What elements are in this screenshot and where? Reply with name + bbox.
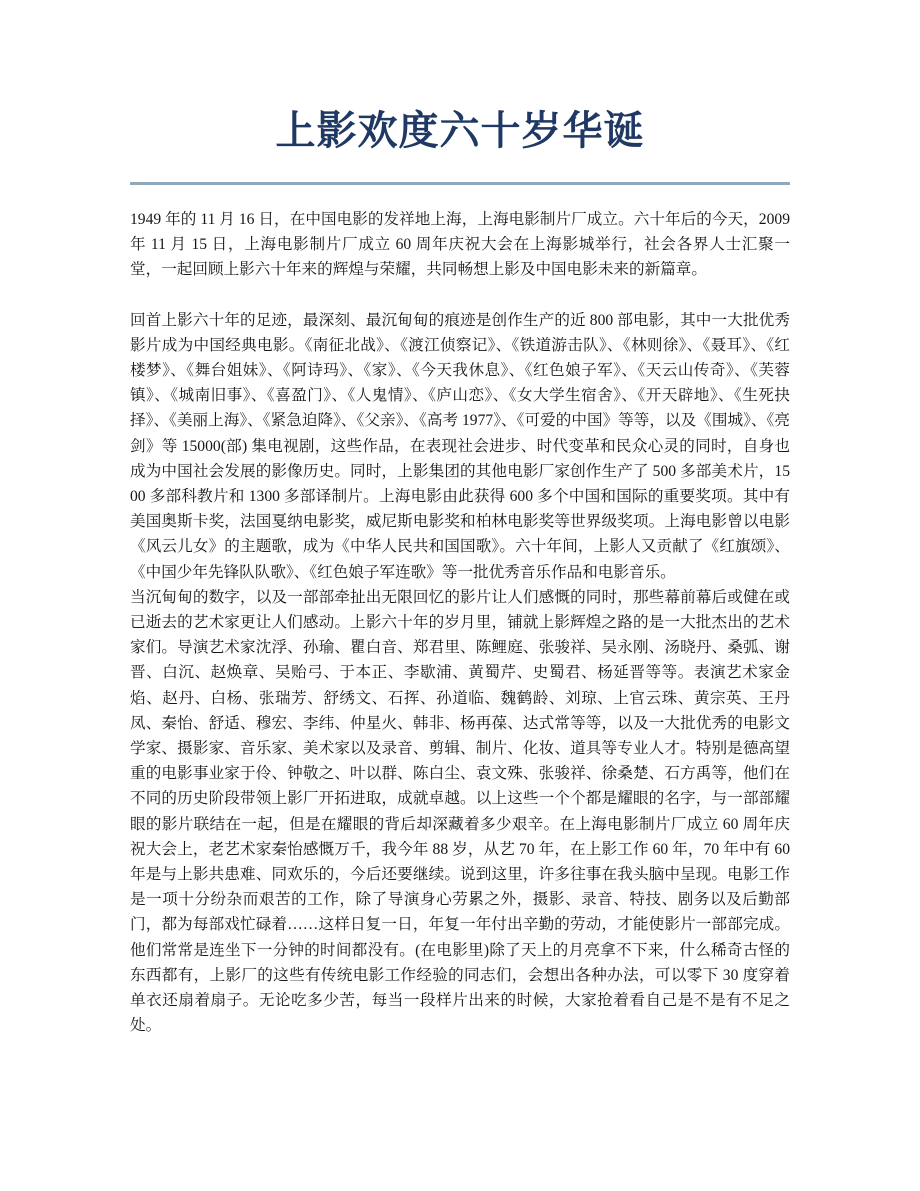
paragraph-films-and-awards: 回首上影六十年的足迹，最深刻、最沉甸甸的痕迹是创作生产的近 800 部电影，其中一大批优秀影片成为中国经典电影。《南征北战》、《渡江侦察记》、《铁道游击队》、《林则徐》、《聂耳》、《红楼梦》、《舞台姐妹》、《阿诗玛》、《家》、《今天我休息》、《红色娘子军》、《天云山传奇》、《芙蓉镇》、《城南旧事》、《喜盈门》、《人鬼情》、《庐山恋》、《女大学生宿舍》、《开天辟地》、《生死抉择》、《美丽上海》、《紧急迫降》、《父亲》、《高考 1977》、《可爱的中国》等等，以及《围城》、《亮剑》等 15000(部) 集电视剧，这些作品，在表现社会进步、时代变革和民众心灵的同时，自身也成为中国社会发展的影像历史。同时，上影集团的其他电影厂家创作生产了 500 多部美术片，1500 多部科教片和 1300 多部译制片。上海电影由此获得 600 多个中国和国际的重要奖项。其中有美国奥斯卡奖，法国戛纳电影奖，威尼斯电影奖和柏林电影奖等世界级奖项。上海电影曾以电影《风云儿女》的主题歌，成为《中华人民共和国国歌》。六十年间，上影人又贡献了《红旗颂》、《中国少年先锋队队歌》、《红色娘子军连歌》等一批优秀音乐作品和电影音乐。 — [130, 311, 790, 581]
document-body — [130, 185, 790, 1039]
paragraph-artists-and-qinyi: 当沉甸甸的数字，以及一部部牵扯出无限回忆的影片让人们感慨的同时，那些幕前幕后或健在或已逝去的艺术家更让人们感动。上影六十年的岁月里，铺就上影辉煌之路的是一大批杰出的艺术家们。导演艺术家沈浮、孙瑜、瞿白音、郑君里、陈鲤庭、张骏祥、吴永刚、汤晓丹、桑弧、谢晋、白沉、赵焕章、吴贻弓、于本正、李歇浦、黄蜀芹、史蜀君、杨延晋等等。表演艺术家金焰、赵丹、白杨、张瑞芳、舒绣文、石挥、孙道临、魏鹤龄、刘琼、上官云珠、黄宗英、王丹凤、秦怡、舒适、穆宏、李纬、仲星火、韩非、杨再葆、达式常等等，以及一大批优秀的电影文学家、摄影家、音乐家、美术家以及录音、剪辑、制片、化妆、道具等专业人才。特别是德高望重的电影事业家于伶、钟敬之、叶以群、陈白尘、袁文殊、张骏祥、徐桑楚、石方禹等，他们在不同的历史阶段带领上影厂开拓进取，成就卓越。以上这些一个个都是耀眼的名字，与一部部耀眼的影片联结在一起，但是在耀眼的背后却深藏着多少艰辛。在上海电影制片厂成立 60 周年庆祝大会上，老艺术家秦怡感慨万千，我今年 88 岁，从艺 70 年，在上影工作 60 年，70 年中有 60 年是与上影共患难、同欢乐的，今后还要继续。说到这里，许多往事在我头脑中呈现。电影工作是一项十分纷杂而艰苦的工作，除了导演身心劳累之外，摄影、录音、特技、剧务以及后勤部门，都为每部戏忙碌着……这样日复一日，年复一年付出辛勤的劳动，才能使影片一部部完成。他们常常是连坐下一分钟的时间都没有。(在电影里)除了天上的月亮拿不下来，什么稀奇古怪的东西都有，上影厂的这些有传统电影工作经验的同志们，会想出各种办法，可以零下 30 度穿着单衣还扇着扇子。无论吃多少苦，每当一段样片出来的时候，大家抢着看自己是不是有不足之处。 — [130, 588, 790, 1035]
document-header — [130, 0, 790, 185]
page-title: 上影欢度六十岁华诞 — [275, 108, 645, 154]
paragraph-intro: 1949 年的 11 月 16 日，在中国电影的发祥地上海，上海电影制片厂成立。六十年后的今天，2009 年 11 月 15 日，上海电影制片厂成立 60 周年庆祝大会在上海影城举行，社会各界人士汇聚一堂，一起回顾上影六十年来的辉煌与荣耀，共同畅想上影及中国电影未来的新篇章。 — [130, 211, 790, 279]
